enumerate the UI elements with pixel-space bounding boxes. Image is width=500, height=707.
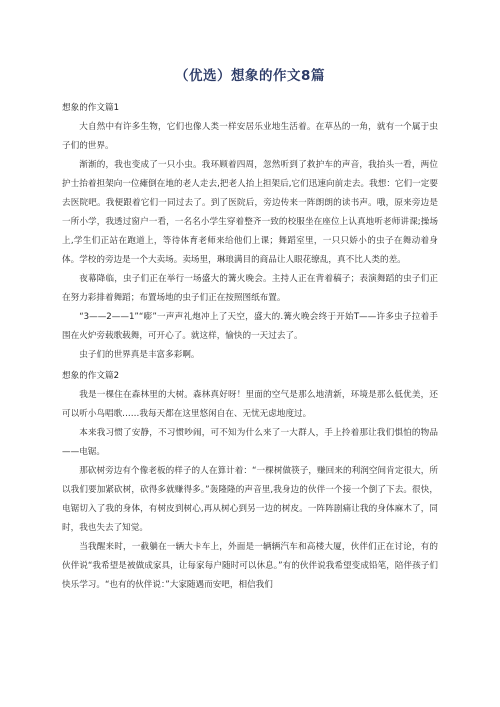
paragraph: 虫子们的世界真是丰富多彩啊。 bbox=[79, 350, 200, 360]
paragraph: 大自然中有许多生物，它们也像人类一样安居乐业地生活着。在草丛的一角，就有一个属于虫子们的世界。 bbox=[62, 122, 438, 151]
paragraph: 渐渐的，我也变成了一只小虫。我环顾着四周，忽然听到了救护车的声音，我抬头一看，两位护士抬着担架向一位瘫倒在地的老人走去,把老人抬上担架后,它们迅速向前走去。我想：它们一定要去医院吧。我便跟着它们一同过去了。到了医院后，旁边传来一阵朗朗的读书声。哦，原来旁边是一所小学，我透过窗户一看，一名名小学生穿着整齐一致的校服坐在座位上认真地听老师讲课;操场上,学生们正站在跑道上，等待体育老师来给他们上课；舞蹈室里，一只只娇小的虫子在舞动着身体。学校的旁边是一个大卖场。卖场里，琳琅满目的商品让人眼花缭乱，真不比人类的差。 bbox=[62, 160, 438, 265]
section-heading: 想象的作文篇2 bbox=[62, 371, 120, 381]
paragraph: 当我醒来时，一截躺在一辆大卡车上，外面是一辆辆汽车和高楼大厦，伙伴们正在讨论，有的伙伴说“我希望是被做成家具，让每家每户随时可以休息。”有的伙伴说我希望变成铅笔，陪伴孩子们快乐学习。“也有的伙伴说：”大家随遇而安吧，相信我们 bbox=[62, 542, 438, 590]
document-body bbox=[62, 99, 438, 595]
paragraph: 本来我习惯了安静，不习惯吵闹，可不知为什么来了一大群人，手上拎着那让我们惧怕的物品——电锯。 bbox=[62, 428, 438, 457]
document-page bbox=[62, 0, 438, 707]
paragraph: “3——2——1”“嘭”一声声礼炮冲上了天空，盛大的.篝火晚会终于开始T——许多虫子拉着手围在火炉旁载歌载舞，可开心了。就这样，愉快的一天过去了。 bbox=[62, 312, 438, 341]
document-title: （优选）想象的作文8篇 bbox=[175, 68, 325, 84]
section-1 bbox=[62, 99, 438, 365]
paragraph: 那砍树旁边有个像老板的样子的人在算计着：“一棵树做筷子，赚回来的利润空间肯定很大，所以我们要加紧砍树，砍得多就赚得多。”轰隆隆的声音里,我身边的伙伴一个接一个倒了下去。很快，电锯切入了我的身体，有树皮到树心,再从树心到另一边的树皮。一阵阵剧痛让我的身体麻木了，同时，我也失去了知觉。 bbox=[62, 466, 438, 533]
section-heading: 想象的作文篇1 bbox=[62, 103, 120, 113]
paragraph: 我是一棵住在森林里的大树。森林真好呀！里面的空气是那么地清新，环境是那么低优美，还可以听小鸟唱歌……我每天都在这里悠闲自在、无忧无虑地度过。 bbox=[62, 390, 438, 419]
section-2 bbox=[62, 367, 438, 595]
paragraph: 夜幕降临，虫子们正在举行一场盛大的篝火晚会。主持人正在背着稿子；表演舞蹈的虫子们正在努力彩排着舞蹈；布置场地的虫子们正在按照图纸布置。 bbox=[62, 274, 438, 303]
